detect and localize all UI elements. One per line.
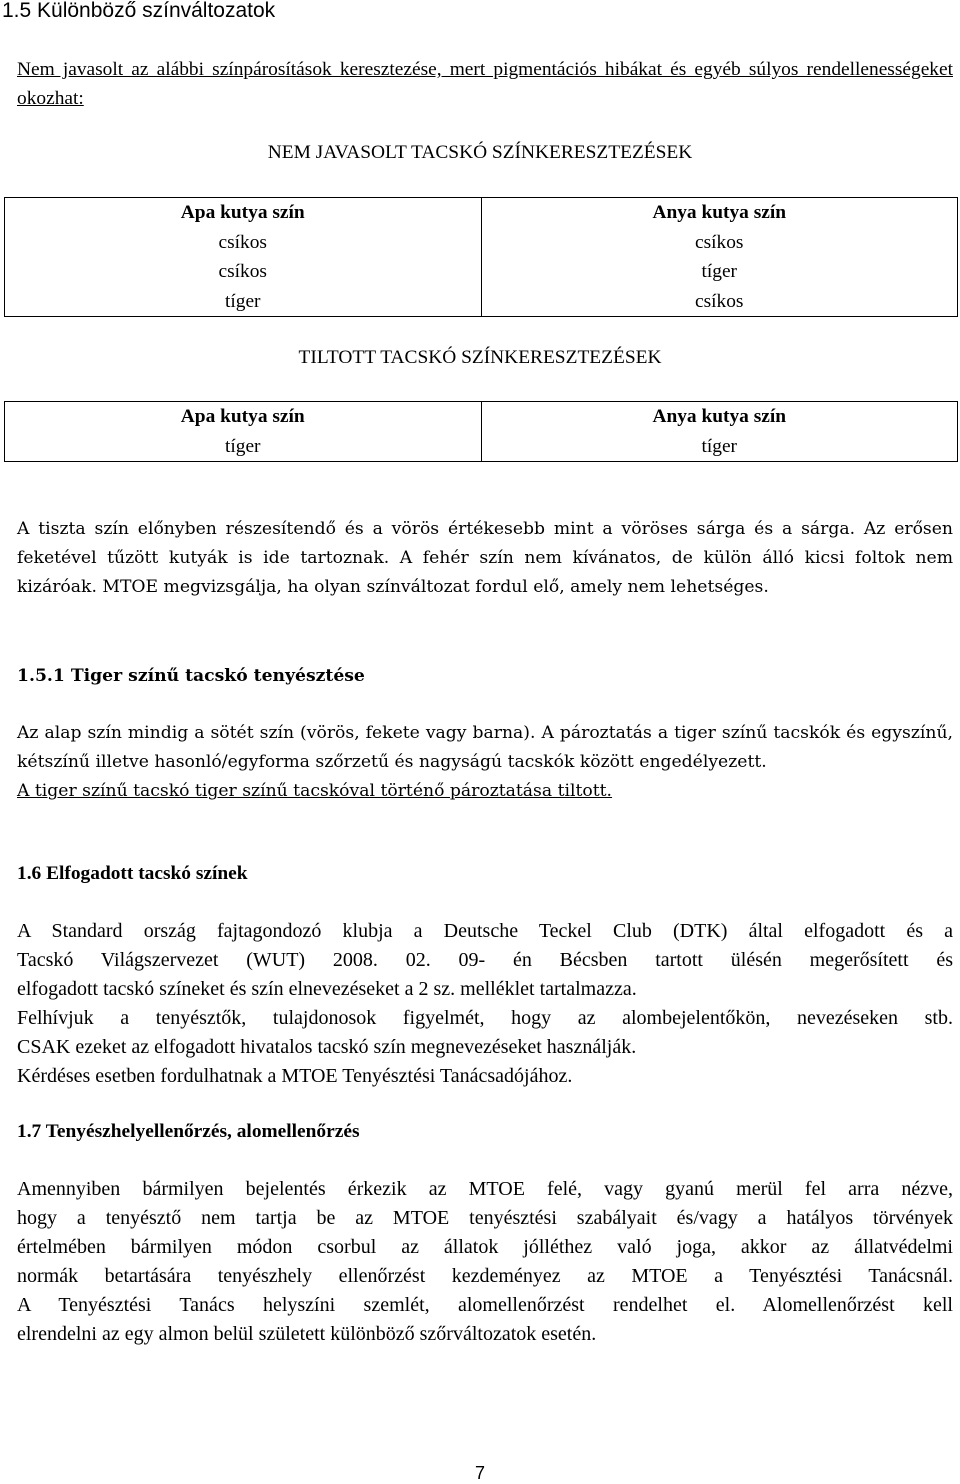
mother-color-value: csíkos (695, 231, 744, 253)
father-color-value: csíkos (218, 231, 267, 253)
forbidden-table (4, 401, 958, 462)
mother-color-header: Anya kutya szín (652, 202, 787, 223)
text-line: A Standard ország fajtagondozó klubja a Deutsche Teckel Club (DTK) által elfogadott és a (17, 920, 953, 942)
text-line: Amennyiben bármilyen bejelentés érkezik az MTOE felé, vagy gyanú merül fel arra nézve, (17, 1178, 953, 1200)
text-line: elrendelni az egy almon belül született különböző szőrváltozatok esetén. (17, 1323, 597, 1345)
not-recommended-table (4, 197, 958, 317)
text-line: hogy a tenyésztő nem tartja be az MTOE tenyésztési szabályait és/vagy a hatályos törvények (17, 1207, 953, 1229)
intro-paragraph: Nem javasolt az alábbi színpárosítások keresztezése, mert pigmentációs hibákat és egyéb súlyos rendellenességeket okozhat: (17, 59, 953, 109)
father-color-cell (5, 402, 482, 462)
tiger-paragraph (17, 719, 953, 807)
section-title: 1.5 Különböző színváltozatok (2, 0, 276, 22)
inspection-section-title: 1.7 Tenyészhelyellenőrzés, alomellenőrzés (17, 1121, 360, 1142)
text-line: értelmében bármilyen módon csorbul az állatok jólléthez való joga, akkor az állatvédelmi (17, 1236, 953, 1258)
text-line: Tacskó Világszervezet (WUT) 2008. 02. 09- én Bécsben tartott ülésén megerősített és (17, 949, 953, 971)
accepted-paragraph (17, 917, 953, 1091)
text-line: normák betartására tenyészhely ellenőrzést kezdeményez az MTOE a Tenyésztési Tanácsnál. (17, 1265, 953, 1287)
tiger-forbidden-rule: A tiger színű tacskó tiger színű tacskóval történő pároztatása tiltott. (17, 781, 613, 802)
text-line: A Tenyésztési Tanács helyszíni szemlét, alomellenőrzést rendelhet el. Alomellenőrzést kell (17, 1294, 953, 1316)
mother-color-value: tíger (701, 435, 738, 457)
father-color-cell (5, 198, 482, 317)
accepted-section-title: 1.6 Elfogadott tacskó színek (17, 863, 248, 884)
not-recommended-heading: NEM JAVASOLT TACSKÓ SZÍNKERESZTEZÉSEK (267, 142, 693, 163)
mother-color-value: csíkos (695, 290, 744, 312)
table-row (5, 198, 958, 317)
mother-color-cell (481, 402, 958, 462)
text-line: Felhívjuk a tenyésztők, tulajdonosok figyelmét, hogy az alombejelentőkön, nevezéseken stb. (17, 1007, 953, 1029)
page-number: 7 (474, 1463, 485, 1483)
mother-color-value: tíger (701, 261, 738, 282)
father-color-value: tíger (224, 435, 261, 457)
father-color-header: Apa kutya szín (180, 202, 305, 223)
forbidden-heading: TILTOTT TACSKÓ SZÍNKERESZTEZÉSEK (298, 347, 662, 368)
mother-color-cell (481, 198, 958, 317)
text-line: elfogadott tacskó színeket és szín elnevezéseket a 2 sz. melléklet tartalmazza. (17, 978, 637, 1000)
inspection-paragraph (17, 1175, 953, 1349)
table-row (5, 402, 958, 462)
tiger-section-title: 1.5.1 Tiger színű tacskó tenyésztése (17, 666, 365, 686)
mother-color-header: Anya kutya szín (652, 406, 787, 427)
father-color-value: tíger (224, 290, 261, 312)
text-line: CSAK ezeket az elfogadott hivatalos tacskó szín megnevezéseket használják. (17, 1036, 637, 1058)
tiger-paragraph-text: Az alap szín mindig a sötét szín (vörös, fekete vagy barna). A pároztatás a tiger színű tacskók és egyszínű, kétszínű illetve hasonló/egyforma szőrzetű és nagyságú tacskók között engedélyezett. (17, 723, 953, 773)
father-color-value: csíkos (218, 261, 267, 282)
father-color-header: Apa kutya szín (180, 406, 305, 427)
text-line: Kérdéses esetben fordulhatnak a MTOE Tenyésztési Tanácsadójához. (17, 1065, 573, 1087)
color-paragraph: A tiszta szín előnyben részesítendő és a vörös értékesebb mint a vöröses sárga és a sárga. Az erősen feketével tűzött kutyák is ide tartoznak. A fehér szín nem kívánatos, de külön álló kicsi foltok nem kizáróak. MTOE megvizsgálja, ha olyan színváltozat fordul elő, amely nem lehetséges. (17, 519, 953, 598)
